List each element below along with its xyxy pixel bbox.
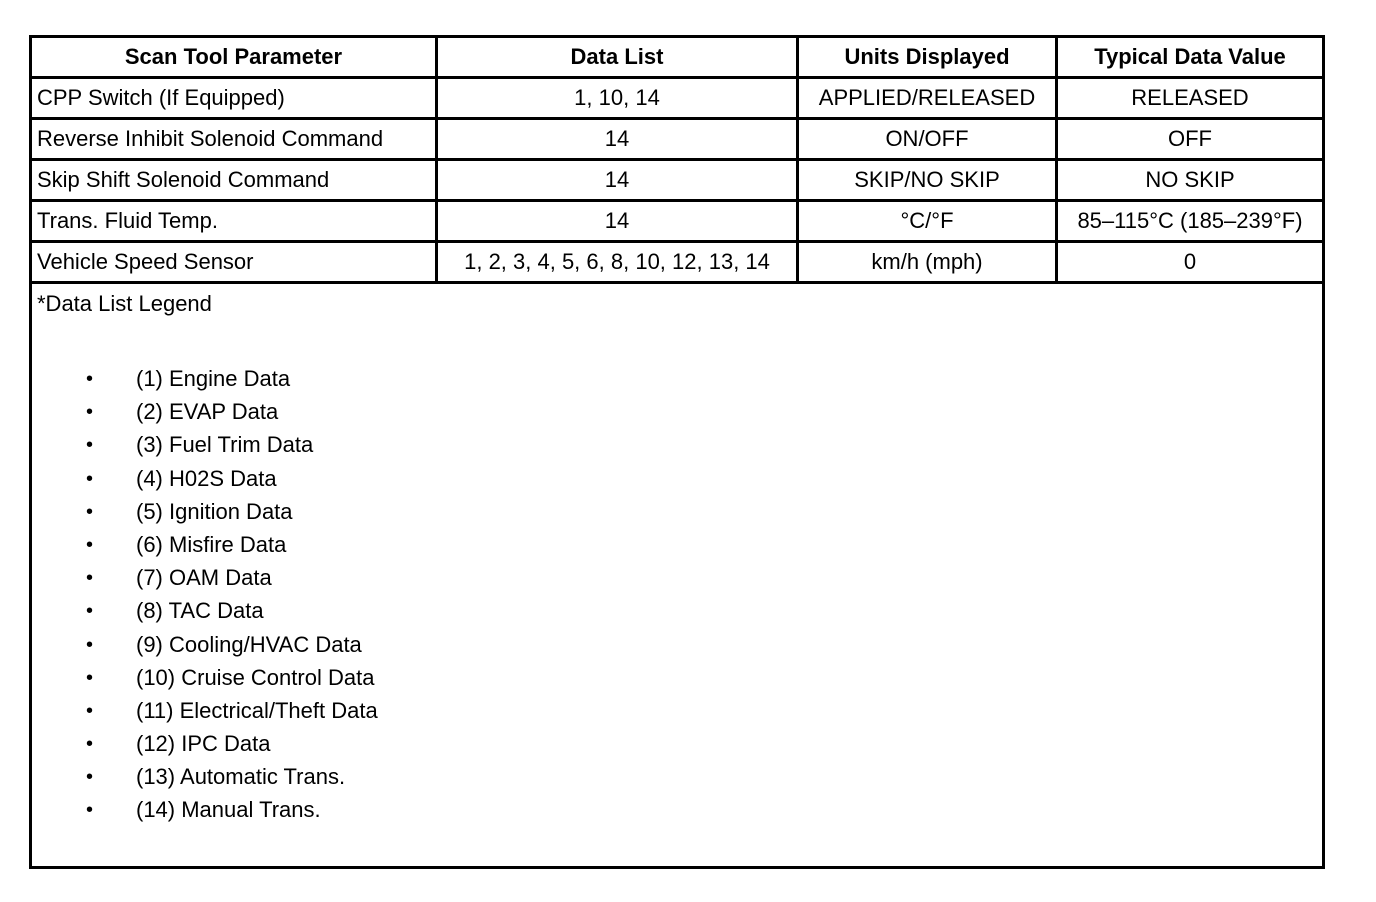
cell-parameter: CPP Switch (If Equipped) bbox=[32, 79, 438, 117]
cell-data-list: 14 bbox=[438, 202, 799, 240]
bullet-icon: • bbox=[86, 467, 94, 490]
cell-typical-value: 85–115°C (185–239°F) bbox=[1077, 208, 1303, 233]
column-header-units: Units Displayed bbox=[799, 38, 1058, 76]
bullet-icon: • bbox=[86, 533, 94, 556]
legend-item-label: (13) Automatic Trans. bbox=[136, 764, 346, 790]
cell-parameter: Trans. Fluid Temp. bbox=[32, 202, 438, 240]
cell-data-list: 1, 2, 3, 4, 5, 6, 8, 10, 12, 13, 14 bbox=[438, 243, 799, 281]
legend-item-label: (12) IPC Data bbox=[136, 731, 271, 757]
cell-units: °C/°F bbox=[799, 202, 1058, 240]
cell-units: km/h (mph) bbox=[799, 243, 1058, 281]
cell-units: APPLIED/RELEASED bbox=[799, 79, 1058, 117]
table-row bbox=[32, 243, 1322, 284]
legend-item-label: (2) EVAP Data bbox=[136, 399, 279, 425]
cell-units: ON/OFF bbox=[799, 120, 1058, 158]
data-table bbox=[29, 35, 1325, 869]
cell-parameter: Vehicle Speed Sensor bbox=[32, 243, 438, 281]
bullet-icon: • bbox=[86, 666, 94, 689]
legend-item-label: (5) Ignition Data bbox=[136, 498, 293, 524]
table-row bbox=[32, 120, 1322, 161]
cell-typical-value: RELEASED bbox=[1131, 85, 1249, 110]
legend-item-label: (9) Cooling/HVAC Data bbox=[136, 631, 362, 657]
legend-item-label: (14) Manual Trans. bbox=[136, 797, 321, 823]
bullet-icon: • bbox=[86, 733, 94, 756]
bullet-icon: • bbox=[86, 633, 94, 656]
column-header-data-list: Data List bbox=[438, 38, 799, 76]
bullet-icon: • bbox=[86, 699, 94, 722]
table-row bbox=[32, 202, 1322, 243]
column-header-parameter: Scan Tool Parameter bbox=[32, 38, 438, 76]
bullet-icon: • bbox=[86, 434, 94, 457]
cell-parameter: Reverse Inhibit Solenoid Command bbox=[32, 120, 438, 158]
legend-item-label: (8) TAC Data bbox=[136, 598, 264, 624]
bullet-icon: • bbox=[86, 500, 94, 523]
cell-parameter: Skip Shift Solenoid Command bbox=[32, 161, 438, 199]
cell-typical-value: 0 bbox=[1183, 249, 1197, 274]
cell-data-list: 14 bbox=[438, 161, 799, 199]
bullet-icon: • bbox=[86, 567, 94, 590]
bullet-icon: • bbox=[86, 799, 94, 822]
column-header-typical-value: Typical Data Value bbox=[1094, 44, 1286, 69]
legend-item-label: (6) Misfire Data bbox=[136, 531, 287, 557]
cell-data-list: 14 bbox=[438, 120, 799, 158]
legend-item-label: (3) Fuel Trim Data bbox=[136, 432, 314, 458]
cell-typical-value: OFF bbox=[1168, 126, 1212, 151]
legend-item-label: (4) H02S Data bbox=[136, 465, 277, 491]
legend-item-label: (11) Electrical/Theft Data bbox=[136, 697, 378, 723]
bullet-icon: • bbox=[86, 368, 94, 390]
cell-typical-value: NO SKIP bbox=[1145, 167, 1235, 192]
table-row bbox=[32, 161, 1322, 202]
bullet-icon: • bbox=[86, 766, 94, 789]
legend-item-label: (7) OAM Data bbox=[136, 565, 272, 591]
legend-item-label: (1) Engine Data bbox=[136, 366, 291, 391]
cell-data-list: 1, 10, 14 bbox=[438, 79, 799, 117]
table-row bbox=[32, 79, 1322, 120]
cell-units: SKIP/NO SKIP bbox=[799, 161, 1058, 199]
bullet-icon: • bbox=[86, 401, 94, 424]
table-header-row bbox=[32, 38, 1322, 79]
legend-title: *Data List Legend bbox=[37, 291, 212, 316]
legend-item-label: (10) Cruise Control Data bbox=[136, 664, 375, 690]
bullet-icon: • bbox=[86, 600, 94, 623]
